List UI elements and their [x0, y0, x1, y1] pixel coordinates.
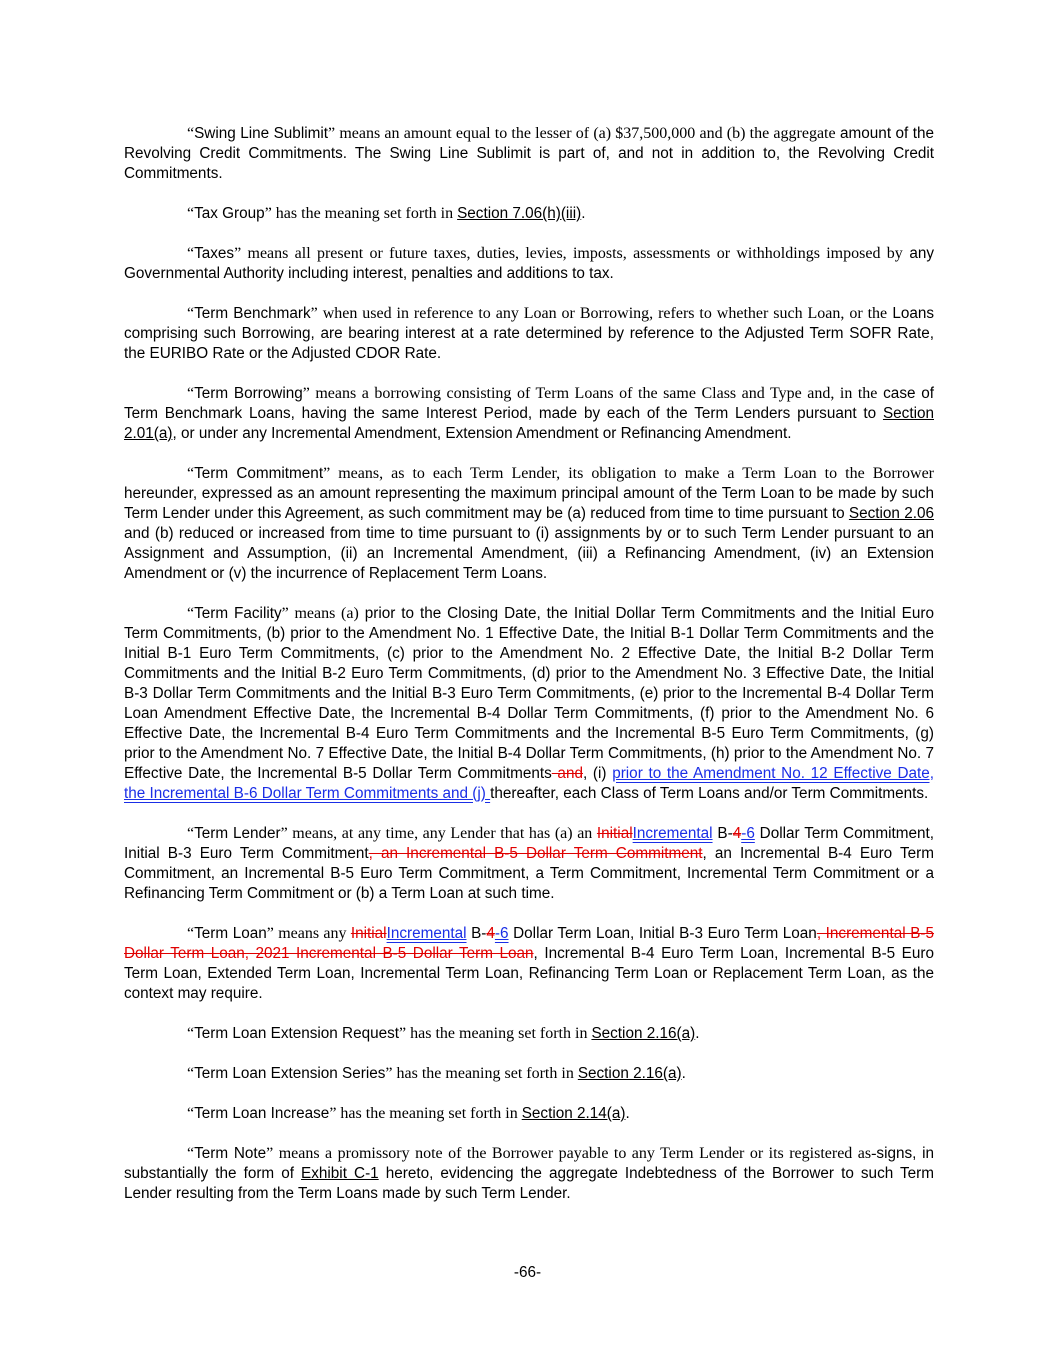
defined-term: Term Commitment	[194, 465, 324, 482]
cross-reference[interactable]: Section 2.16(a)	[591, 1025, 696, 1042]
definition-text: thereafter, each Class of Term Loans and/or Term Commitments.	[490, 785, 929, 802]
close-quote: ”	[281, 605, 289, 622]
definition-text: when used in reference to any Loan or Borrowing, refers to whether such Loan, or the	[317, 305, 888, 322]
definition-text: signs, in substantially the form of	[124, 1145, 935, 1182]
close-quote: ”	[266, 925, 274, 942]
definition-text: case of Term Benchmark Loans, having the same Interest Period, made by each of the Term Lenders pursuant to	[124, 385, 934, 422]
defined-term: Term Lender	[194, 825, 281, 842]
definition-text: , an Incremental B-4 Euro Term Commitment, an Incremental B-5 Euro Term Commitment, a Term Commitment, Incremental Term Commitment or a Refinancing Term Commitment or (b) a Term Loan at such time.	[124, 845, 934, 902]
defined-term: Term Loan Extension Series	[194, 1065, 386, 1082]
close-quote: ”	[266, 1145, 274, 1162]
definition-text: .	[695, 1025, 700, 1042]
definition-paragraph	[124, 1104, 934, 1124]
open-quote: “	[187, 465, 195, 482]
definition-text: , or under any Incremental Amendment, Extension Amendment or Refinancing Amendment.	[172, 425, 792, 442]
open-quote: “	[187, 305, 195, 322]
definition-paragraph	[124, 1064, 934, 1084]
open-quote: “	[187, 245, 195, 262]
cross-reference[interactable]: Exhibit C-1	[301, 1165, 379, 1182]
definition-text: hereunder, expressed as an amount representing the maximum principal amount of the Term Loan to be made by such Term Lender under this Agreement, as such commitment may be (a) reduced from time to time pursuant to	[124, 485, 934, 522]
definition-text: means any	[273, 925, 351, 942]
document-body	[124, 124, 934, 1224]
definition-paragraph	[124, 1024, 934, 1044]
definition-text: Dollar Term Loan, Initial B-3 Euro Term Loan	[508, 925, 817, 942]
close-quote: ”	[329, 1105, 337, 1122]
definition-paragraph	[124, 464, 934, 584]
defined-term: Term Note	[194, 1145, 267, 1162]
definition-text: has the meaning set forth in	[336, 1105, 522, 1122]
close-quote: ”	[323, 465, 331, 482]
open-quote: “	[187, 1105, 195, 1122]
definition-text: , (i)	[582, 765, 613, 782]
defined-term: Term Benchmark	[194, 305, 311, 322]
inserted-text: prior to the Amendment No. 12 Effective Date, the Incremental B-6 Dollar Term Commitments and (j)	[124, 765, 935, 802]
definition-text: means an amount equal to the lesser of (a) $37,500,000 and (b) the aggregate	[335, 125, 836, 142]
open-quote: “	[187, 925, 195, 942]
inserted-text: -6	[494, 925, 509, 942]
inserted-text: -6	[741, 825, 755, 842]
page-number: -66-	[513, 1264, 542, 1281]
cross-reference[interactable]: Section 2.16(a)	[577, 1065, 682, 1082]
definition-text: amount of the Revolving Credit Commitments. The Swing Line Sublimit is part of, and not in addition to, the Revolving Credit Commitments.	[124, 125, 934, 182]
definition-paragraph	[124, 1144, 934, 1204]
definition-paragraph	[124, 124, 934, 184]
defined-term: Taxes	[194, 245, 235, 262]
definition-text: .	[625, 1105, 630, 1122]
definition-text: hereto, evidencing the aggregate Indebtedness of the Borrower to such Term Lender resulting from the Term Loans made by such Term Lender.	[124, 1165, 934, 1202]
defined-term: Term Loan Increase	[194, 1105, 330, 1122]
definition-text: means, at any time, any Lender that has (a) an	[287, 825, 597, 842]
defined-term: Tax Group	[194, 205, 265, 222]
defined-term: Term Borrowing	[194, 385, 303, 402]
definition-paragraph	[124, 924, 934, 1004]
definition-paragraph	[124, 824, 934, 904]
cross-reference[interactable]: Section 2.06	[848, 505, 934, 522]
definition-paragraph	[124, 204, 934, 224]
definition-text: means a borrowing consisting of Term Loans of the same Class and Type and, in the	[309, 385, 878, 402]
definition-text: has the meaning set forth in	[406, 1025, 592, 1042]
definition-text: any Governmental Authority including interest, penalties and additions to tax.	[124, 245, 934, 282]
close-quote: ”	[280, 825, 288, 842]
inserted-text: Incremental	[632, 825, 713, 842]
definition-text: means all present or future taxes, duties, levies, imposts, assessments or withholdings imposed by	[241, 245, 903, 262]
open-quote: “	[187, 385, 195, 402]
open-quote: “	[187, 205, 195, 222]
definition-text: .	[681, 1065, 686, 1082]
cross-reference[interactable]: Section 2.14(a)	[521, 1105, 626, 1122]
cross-reference[interactable]: Section 2.01(a)	[124, 405, 934, 442]
deleted-text: , Incremental B-5 Dollar Term Loan, 2021 Incremental B-5 Dollar Term Loan	[124, 925, 934, 962]
close-quote: ”	[234, 245, 242, 262]
inserted-text: Incremental	[386, 925, 467, 942]
definition-paragraph	[124, 244, 934, 284]
definition-paragraph	[124, 304, 934, 364]
defined-term: Term Facility	[194, 605, 282, 622]
definition-text: means, as to each Term Lender, its obligation to make a Term Loan to the Borrower	[330, 465, 935, 482]
close-quote: ”	[264, 205, 272, 222]
close-quote: ”	[399, 1025, 407, 1042]
deleted-text: 4	[486, 925, 495, 942]
definition-text: prior to the Closing Date, the Initial Dollar Term Commitments and the Initial Euro Term Commitments, (b) prior to the Amendment No. 1 Effective Date, the Initial B-1 Dollar Term Commitments and the Initial B-1 Euro Term Commitments, (c) prior to the Amendment No. 2 Effective Date, the Initial B-2 Dollar Term Commitments and the Initial B-2 Euro Term Commitments, (d) prior to the Amendment No. 3 Effective Date, the Initial B-3 Dollar Term Commitments and the Initial B-3 Euro Term Commitments, (e) prior to the Incremental B-4 Dollar Term Loan Amendment Effective Date, the Incremental B-4 Dollar Term Commitments, (f) prior to the Amendment No. 6 Effective Date, the Incremental B-4 Euro Term Commitments and the Incremental B-5 Euro Term Commitments, (g) prior to the Amendment No. 7 Effective Date, the Initial B-4 Dollar Term Commitments, (h) prior to the Amendment No. 7 Effective Date, the Incremental B-5 Dollar Term Commitments	[124, 605, 934, 782]
definition-text: has the meaning set forth in	[271, 205, 458, 222]
open-quote: “	[187, 1065, 195, 1082]
definition-text: B-	[712, 825, 733, 842]
definition-paragraph	[124, 604, 934, 804]
deleted-text: , an Incremental B-5 Dollar Term Commitment	[368, 845, 703, 862]
definition-text: and (b) reduced or increased from time to time pursuant to (i) assignments by or to such Term Lender pursuant to an Assignment and Assumption, (ii) an Incremental Amendment, (iii) a Refinancing Amendment, (iv) an Extension Amendment or (v) the incurrence of Replacement Term Loans.	[124, 525, 934, 582]
definition-text: B-	[466, 925, 487, 942]
open-quote: “	[187, 125, 195, 142]
open-quote: “	[187, 605, 195, 622]
close-quote: ”	[310, 305, 318, 322]
definition-text: Dollar Term Commitment, Initial B-3 Euro Term Commitment	[124, 825, 935, 862]
defined-term: Swing Line Sublimit	[194, 125, 329, 142]
cross-reference[interactable]: Section 7.06(h)(iii)	[457, 205, 582, 222]
close-quote: ”	[302, 385, 310, 402]
definition-text: means (a)	[288, 605, 359, 622]
close-quote: ”	[328, 125, 336, 142]
defined-term: Term Loan	[194, 925, 267, 942]
deleted-text: Initial	[350, 925, 387, 942]
deleted-text: 4	[732, 825, 742, 842]
open-quote: “	[187, 825, 195, 842]
definition-text: has the meaning set forth in	[392, 1065, 578, 1082]
definition-paragraph	[124, 384, 934, 444]
definition-text: .	[581, 205, 586, 222]
open-quote: “	[187, 1145, 195, 1162]
definition-text: means a promissory note of the Borrower payable to any Term Lender or its registered as-	[273, 1145, 877, 1162]
open-quote: “	[187, 1025, 195, 1042]
definition-text: , Incremental B-4 Euro Term Loan, Incremental B-5 Euro Term Loan, Extended Term Loan, Incremental Term Loan, Refinancing Term Loan or Replacement Term Loan, as the context may require.	[124, 945, 934, 1002]
deleted-text: Initial	[596, 825, 633, 842]
definition-text: Loans comprising such Borrowing, are bearing interest at a rate determined by reference to the Adjusted Term SOFR Rate, the EURIBO Rate or the Adjusted CDOR Rate.	[124, 305, 935, 362]
close-quote: ”	[385, 1065, 393, 1082]
deleted-text: and	[551, 765, 583, 782]
defined-term: Term Loan Extension Request	[194, 1025, 400, 1042]
